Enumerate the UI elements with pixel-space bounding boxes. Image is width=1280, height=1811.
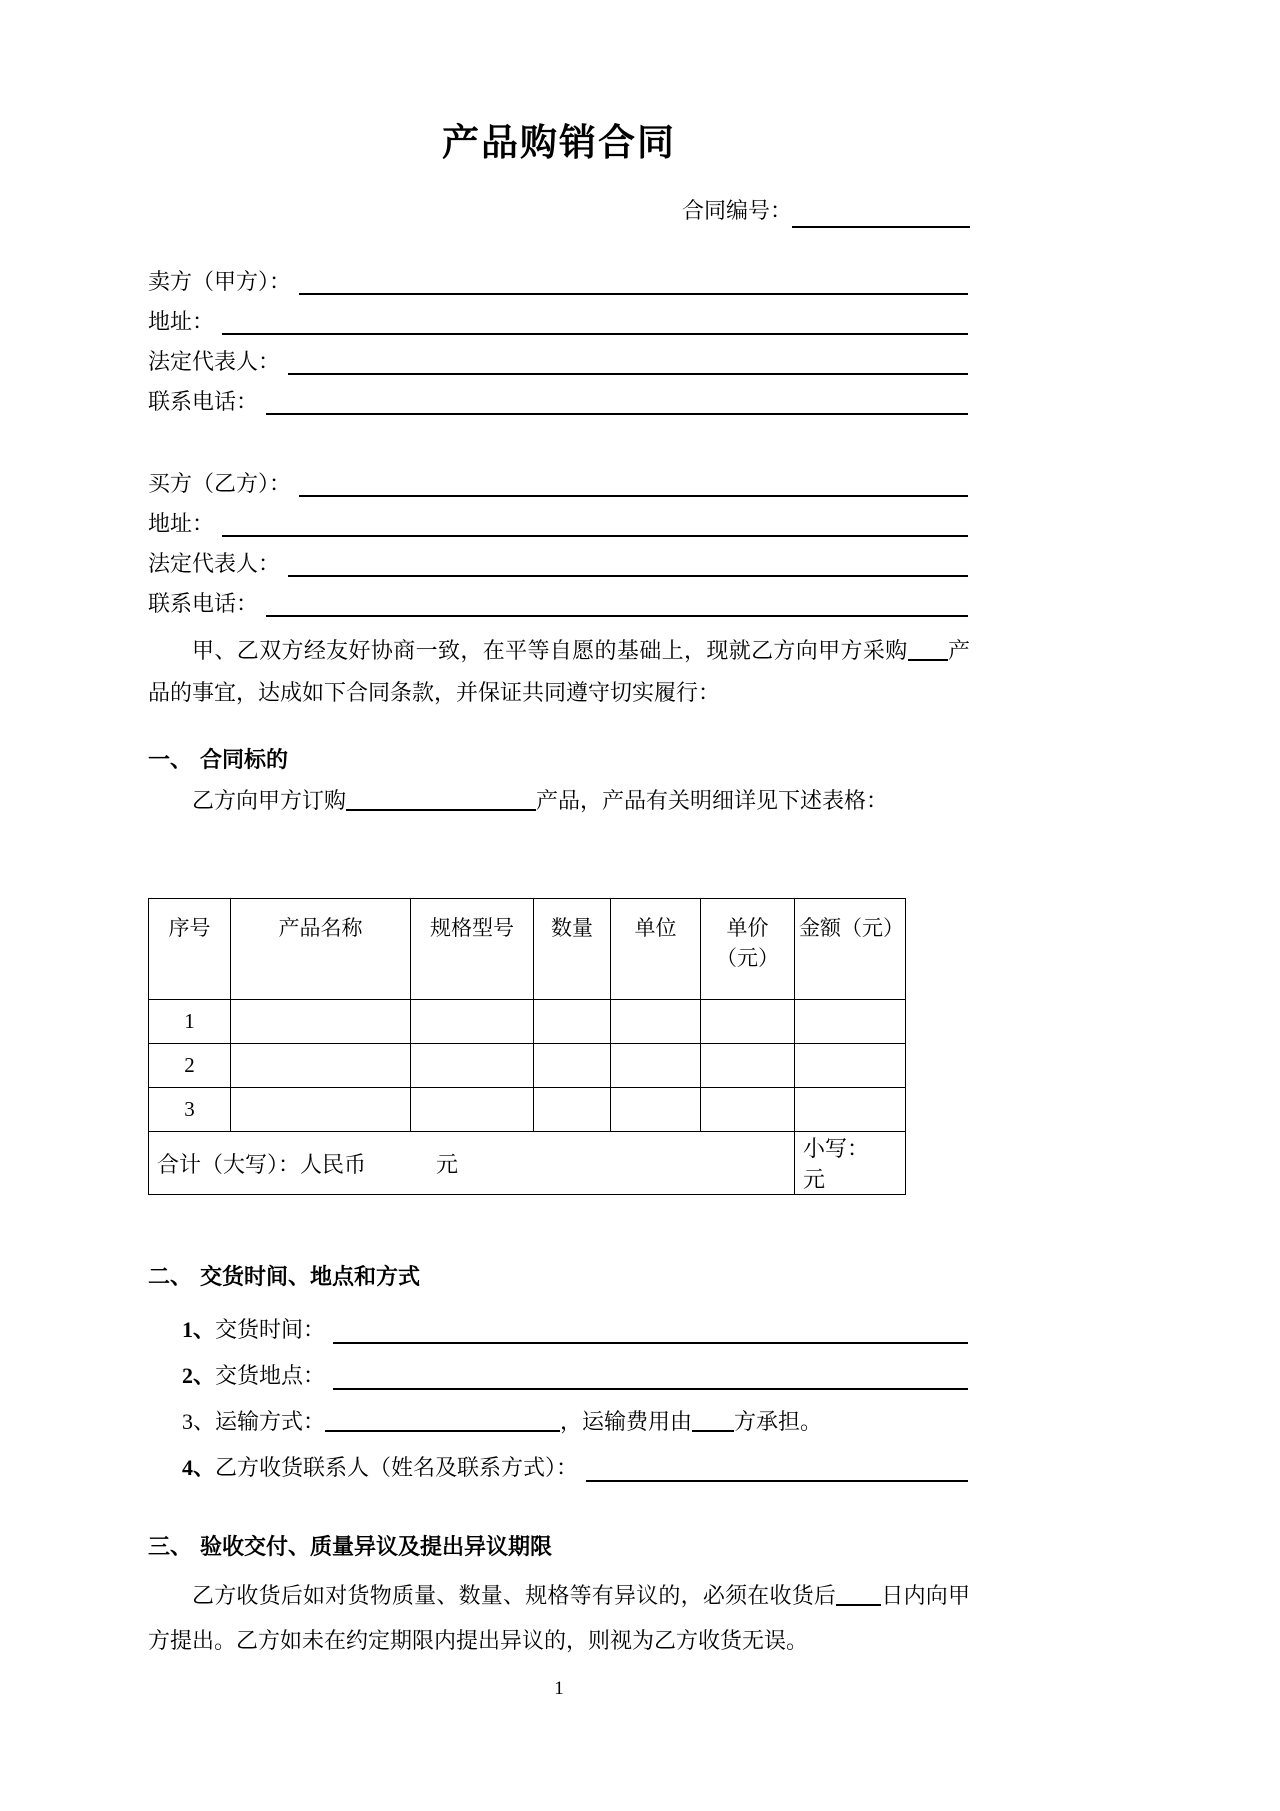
- delivery-place-number: 2、: [182, 1363, 216, 1388]
- transport-mode-blank[interactable]: [325, 1408, 560, 1432]
- buyer-phone-blank[interactable]: [266, 584, 968, 617]
- inspection-paragraph: [148, 1573, 970, 1663]
- transport-fee-party-blank[interactable]: [692, 1408, 734, 1432]
- col-header-amount: 金额（元）: [795, 899, 906, 1000]
- row-index-cell: 2: [149, 1044, 231, 1088]
- col-header-spec-model: 规格型号: [411, 899, 534, 1000]
- buyer-phone-label: 联系电话：: [148, 591, 259, 616]
- delivery-time-number: 1、: [182, 1317, 216, 1342]
- delivery-place-row: [182, 1353, 970, 1399]
- product-cell[interactable]: [534, 1088, 611, 1132]
- transport-mode-label: 运输方式：: [215, 1409, 326, 1434]
- buyer-name-row: [148, 464, 970, 504]
- buyer-address-label: 地址：: [148, 511, 215, 536]
- contract-number-blank[interactable]: [792, 204, 970, 228]
- objection-days-blank[interactable]: [836, 1582, 881, 1606]
- total-in-words-cell: [149, 1132, 795, 1195]
- order-product-blank[interactable]: [346, 787, 536, 811]
- inspection-text-before: 乙方收货后如对货物质量、数量、规格等有异议的，必须在收货后: [192, 1583, 837, 1608]
- product-cell[interactable]: [795, 1088, 906, 1132]
- seller-address-blank[interactable]: [222, 302, 968, 335]
- seller-phone-blank[interactable]: [266, 382, 968, 415]
- inspection-text-after: 日内向甲方提出。乙方如未在约定期限内提出异议的，则视为乙方收货无误。: [148, 1583, 970, 1653]
- delivery-time-blank[interactable]: [333, 1307, 968, 1344]
- receiver-contact-blank[interactable]: [586, 1445, 968, 1482]
- page-title: 产品购销合同: [442, 123, 676, 164]
- product-cell[interactable]: [701, 1044, 795, 1088]
- product-cell[interactable]: [611, 1000, 701, 1044]
- seller-legal-rep-blank[interactable]: [288, 342, 968, 375]
- order-text-before: 乙方向甲方订购: [192, 788, 347, 813]
- product-cell[interactable]: [411, 1044, 534, 1088]
- section1-number: 一、: [148, 747, 193, 772]
- buyer-legal-rep-blank[interactable]: [288, 544, 968, 577]
- table-row: [149, 1000, 906, 1044]
- section2-heading: [148, 1261, 970, 1293]
- row-index-cell: 3: [149, 1088, 231, 1132]
- section2-number: 二、: [148, 1264, 193, 1289]
- col-header-quantity: 数量: [534, 899, 611, 1000]
- intro-product-blank[interactable]: [908, 637, 948, 661]
- seller-name-label: 卖方（甲方）：: [148, 269, 292, 294]
- page-number: 1: [554, 1678, 564, 1699]
- buyer-address-blank[interactable]: [222, 504, 968, 537]
- product-cell[interactable]: [411, 1000, 534, 1044]
- section1-title: 合同标的: [200, 747, 289, 772]
- seller-phone-label: 联系电话：: [148, 389, 259, 414]
- transport-mode-row: [182, 1399, 970, 1445]
- contract-number-row: [148, 194, 970, 228]
- table-total-row: [149, 1132, 906, 1195]
- delivery-place-label: 交货地点：: [215, 1363, 326, 1388]
- intro-text-before: 甲、乙双方经友好协商一致，在平等自愿的基础上，现就乙方向甲方采购: [192, 638, 908, 663]
- product-cell[interactable]: [701, 1088, 795, 1132]
- product-cell[interactable]: [701, 1000, 795, 1044]
- total-in-figures-unit: 元: [803, 1167, 826, 1192]
- col-header-unit-price-line1: 单价: [726, 916, 769, 940]
- delivery-time-label: 交货时间：: [215, 1317, 326, 1342]
- col-header-unit: 单位: [611, 899, 701, 1000]
- intro-text-after: 产品的事宜，达成如下合同条款，并保证共同遵守切实履行：: [148, 638, 970, 705]
- table-row: [149, 1044, 906, 1088]
- col-header-index: 序号: [149, 899, 231, 1000]
- section3-title: 验收交付、质量异议及提出异议期限: [200, 1534, 553, 1559]
- transport-fee-text: ，运输费用由: [560, 1409, 693, 1434]
- buyer-phone-row: [148, 584, 970, 624]
- total-in-words-unit: 元: [436, 1151, 459, 1177]
- seller-name-blank[interactable]: [299, 262, 968, 295]
- transport-fee-end-text: 方承担。: [734, 1409, 823, 1434]
- order-text-after: 产品，产品有关明细详见下述表格：: [536, 788, 889, 813]
- order-line: [148, 784, 970, 818]
- seller-legal-rep-label: 法定代表人：: [148, 349, 281, 374]
- section2-title: 交货时间、地点和方式: [200, 1264, 421, 1289]
- total-in-figures-label: 小写：: [803, 1136, 870, 1161]
- col-header-product-name: 产品名称: [231, 899, 411, 1000]
- buyer-name-label: 买方（乙方）：: [148, 471, 292, 496]
- product-cell[interactable]: [231, 1088, 411, 1132]
- section2-items: [148, 1307, 970, 1491]
- receiver-contact-row: [182, 1445, 970, 1491]
- buyer-legal-rep-row: [148, 544, 970, 584]
- section3-heading: [148, 1531, 970, 1563]
- product-cell[interactable]: [795, 1044, 906, 1088]
- delivery-place-blank[interactable]: [333, 1353, 968, 1390]
- contract-number-label: 合同编号：: [681, 198, 792, 223]
- buyer-legal-rep-label: 法定代表人：: [148, 551, 281, 576]
- row-index-cell: 1: [149, 1000, 231, 1044]
- table-row: [149, 1088, 906, 1132]
- section1-heading: [148, 744, 970, 776]
- total-in-words-label: 合计（大写）：人民币: [157, 1151, 367, 1177]
- product-cell[interactable]: [795, 1000, 906, 1044]
- col-header-unit-price-line2: （元）: [716, 946, 779, 970]
- seller-block: [148, 262, 970, 422]
- product-cell[interactable]: [534, 1044, 611, 1088]
- buyer-block: [148, 464, 970, 624]
- seller-name-row: [148, 262, 970, 302]
- transport-mode-number: 3、: [182, 1409, 216, 1434]
- product-table: [148, 898, 906, 1195]
- receiver-contact-label: 乙方收货联系人（姓名及联系方式）：: [215, 1455, 579, 1480]
- buyer-address-row: [148, 504, 970, 544]
- buyer-name-blank[interactable]: [299, 464, 968, 497]
- seller-legal-rep-row: [148, 342, 970, 382]
- product-cell[interactable]: [611, 1044, 701, 1088]
- table-header-row: [149, 899, 906, 1000]
- product-cell[interactable]: [231, 1044, 411, 1088]
- receiver-contact-number: 4、: [182, 1455, 216, 1480]
- section3-number: 三、: [148, 1534, 193, 1559]
- intro-paragraph: [148, 630, 970, 714]
- seller-phone-row: [148, 382, 970, 422]
- product-cell[interactable]: [534, 1000, 611, 1044]
- product-cell[interactable]: [611, 1088, 701, 1132]
- col-header-unit-price: [701, 899, 795, 1000]
- total-in-figures-cell: [795, 1132, 906, 1195]
- contract-page: [148, 0, 970, 1663]
- product-cell[interactable]: [411, 1088, 534, 1132]
- seller-address-label: 地址：: [148, 309, 215, 334]
- seller-address-row: [148, 302, 970, 342]
- product-cell[interactable]: [231, 1000, 411, 1044]
- delivery-time-row: [182, 1307, 970, 1353]
